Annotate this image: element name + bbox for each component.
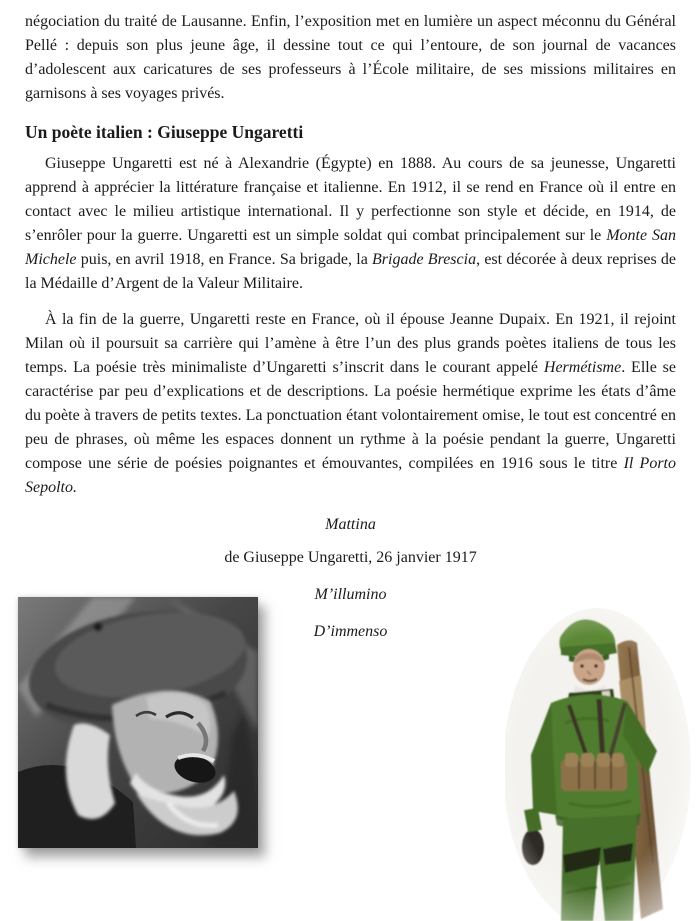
poem-title: Mattina [325,516,376,533]
elderly-portrait-illustration [18,597,258,848]
section-heading: Un poète italien : Giuseppe Ungaretti [25,122,304,142]
intro-paragraph: négociation du traité de Lausanne. Enfin, l’exposition met en lumière un aspect méconnu du Général Pellé : depuis son plus jeune âge, il dessine tout ce qui l’entoure, de son journal de vacances d’adolescent aux caricatures de ses professeurs à l’École militaire, de ses missions militaires en garnisons à ses voyages privés. [25,13,676,102]
poem-verse-2: D’immenso [313,623,388,640]
poem-verse-1: M’illumino [314,586,387,603]
photo-ungaretti-soldier [505,603,698,921]
poem-attribution: de Giuseppe Ungaretti, 26 janvier 1917 [224,549,477,566]
soldier-illustration [505,603,698,921]
photo-ungaretti-elderly [18,597,258,848]
bio-paragraph-2: À la fin de la guerre, Ungaretti reste en France, où il épouse Jeanne Dupaix. En 1921, il rejoint Milan où il poursuit sa carrière qui l’amène à être l’un des plus grands poètes italiens de tous les temps. La poésie très minimaliste d’Ungaretti s’inscrit dans le courant appelé Hermétisme. Elle se caractérise par peu d’explications et de descriptions. La poésie hermétique exprime les états d’âme du poète à travers de petits textes. La ponctuation étant volontairement omise, le tout est concentré en peu de phrases, où même les espaces donnent un rythme à la poésie pendant la guerre, Ungaretti compose une série de poésies poignantes et émouvantes, compilées en 1916 sous le titre Il Porto Sepolto. [25,311,677,496]
bio-paragraph-1: Giuseppe Ungaretti est né à Alexandrie (Égypte) en 1888. Au cours de sa jeunesse, Ungaretti apprend à apprécier la littérature française et italienne. En 1912, il se rend en France où il entre en contact avec le milieu artistique international. Il y perfectionne son style et décide, en 1914, de s’enrôler pour la guerre. Ungaretti est un simple soldat qui combat principalement sur le Monte San Michele puis, en avril 1918, en France. Sa brigade, la Brigade Brescia, est décorée à deux reprises de la Médaille d’Argent de la Valeur Militaire. [25,155,677,292]
hair-shape [66,723,115,819]
